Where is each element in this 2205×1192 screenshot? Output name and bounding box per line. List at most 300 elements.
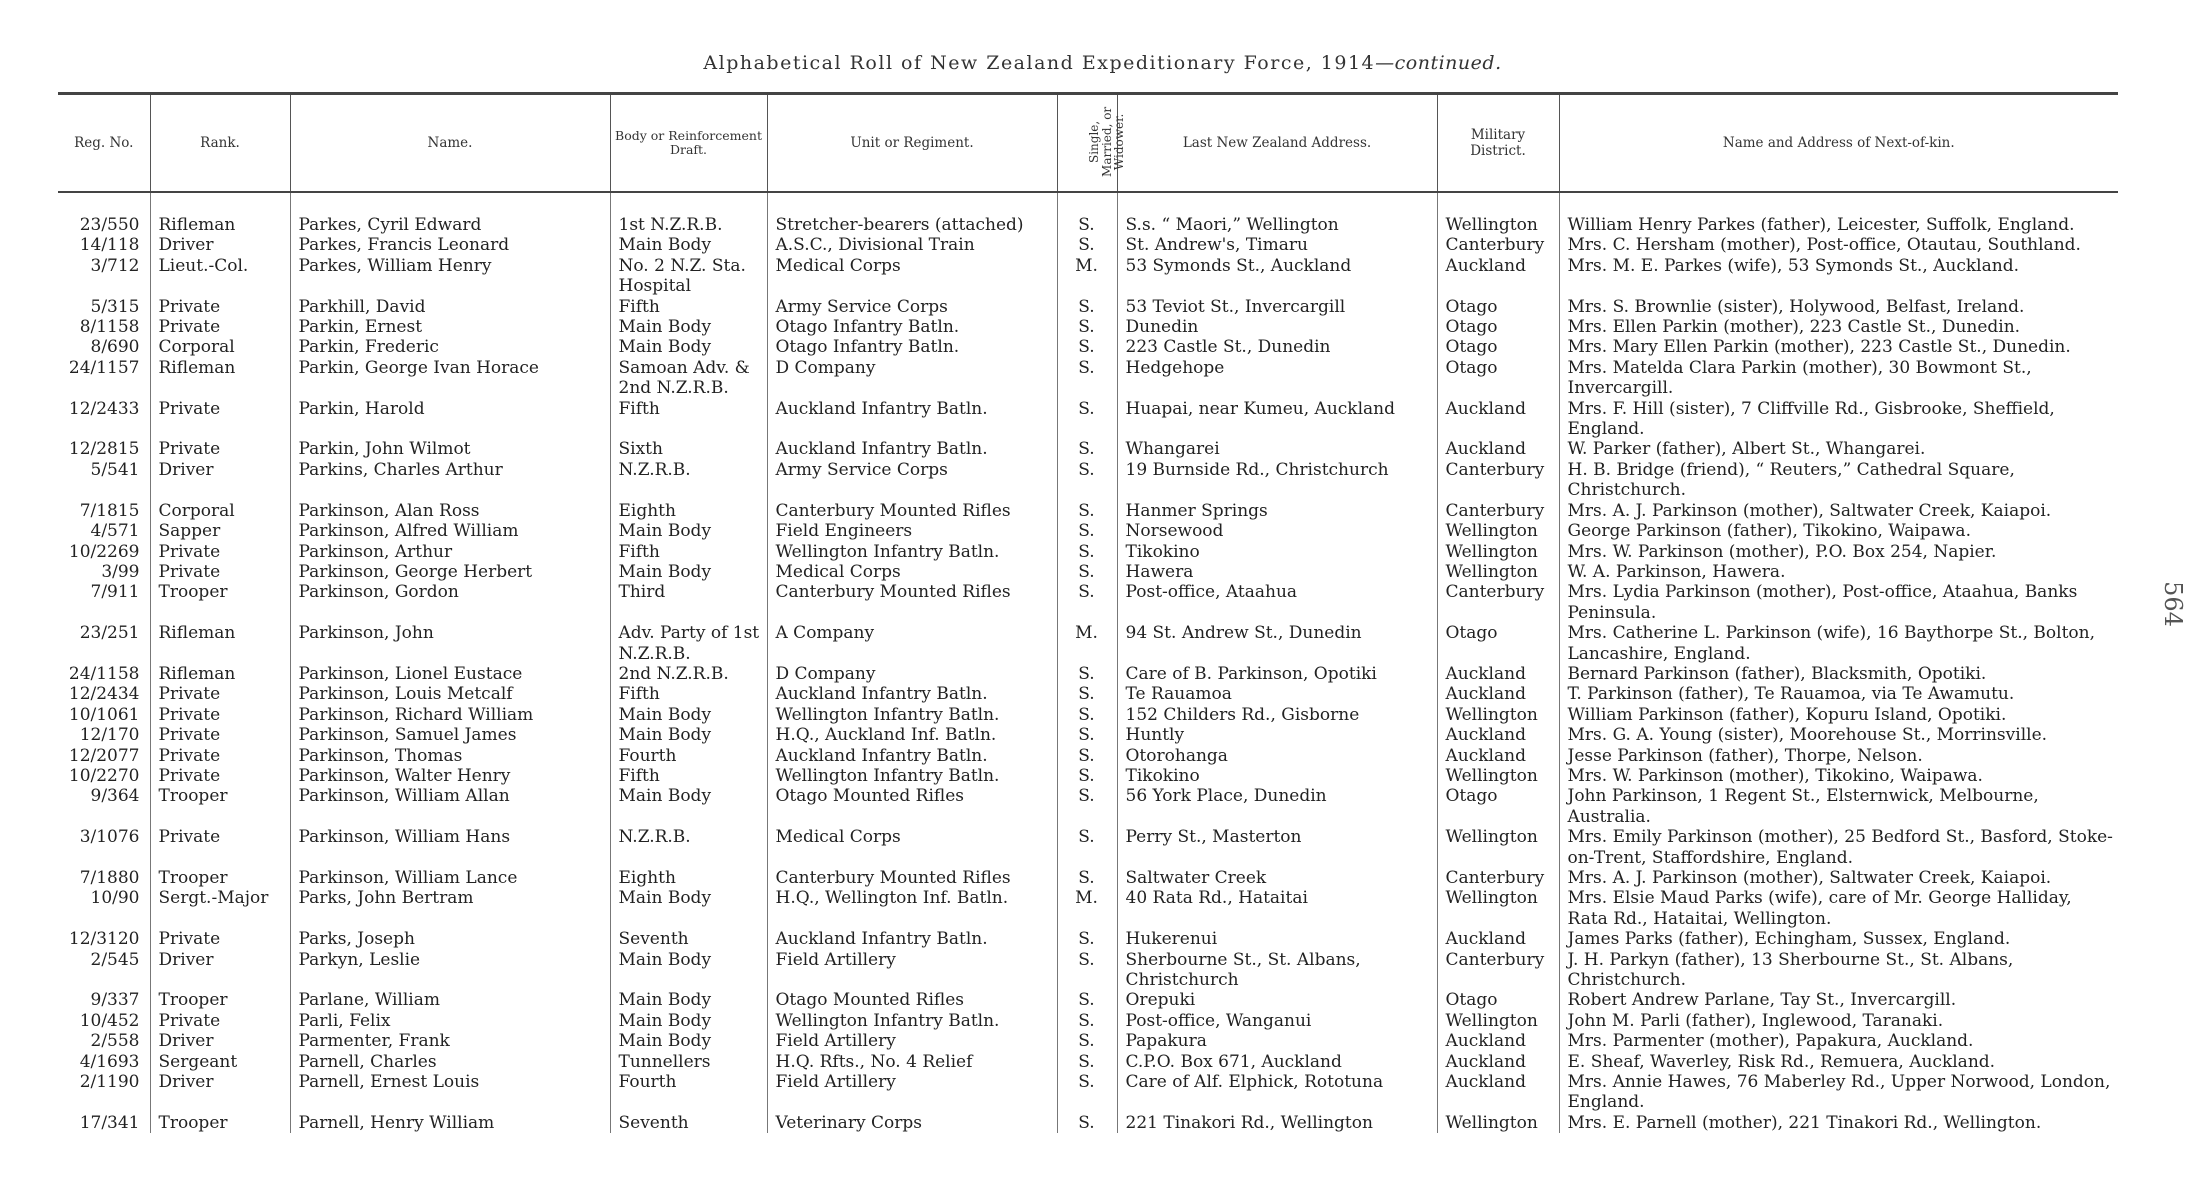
- cell-name: Parnell, Henry William: [290, 1113, 610, 1133]
- cell-name: Parkhill, David: [290, 297, 610, 317]
- cell-district: Auckland: [1437, 399, 1559, 440]
- table-row: [58, 990, 2118, 1010]
- cell-kin: W. A. Parkinson, Hawera.: [1559, 562, 2118, 582]
- cell-marital: S.: [1057, 460, 1117, 501]
- title-main: Alphabetical Roll of New Zealand Expeditionary Force, 1914: [703, 52, 1376, 74]
- cell-unit: Otago Mounted Rifles: [767, 786, 1057, 827]
- cell-marital: S.: [1057, 358, 1117, 399]
- cell-unit: H.Q., Auckland Inf. Batln.: [767, 725, 1057, 745]
- cell-body: Fourth: [610, 746, 767, 766]
- cell-kin: Mrs. F. Hill (sister), 7 Cliffville Rd., Gisbrooke, Sheffield, England.: [1559, 399, 2118, 440]
- cell-reg-no: 8/690: [90, 337, 140, 358]
- cell-kin: Jesse Parkinson (father), Thorpe, Nelson.: [1559, 746, 2118, 766]
- cell-rank: Private: [150, 439, 290, 459]
- cell-name: Parmenter, Frank: [290, 1031, 610, 1051]
- cell-marital: S.: [1057, 868, 1117, 888]
- cell-marital: S.: [1057, 582, 1117, 623]
- cell-kin: Mrs. Annie Hawes, 76 Maberley Rd., Upper Norwood, London, England.: [1559, 1072, 2118, 1113]
- cell-district: Auckland: [1437, 725, 1559, 745]
- table-row: [58, 542, 2118, 562]
- cell-district: Canterbury: [1437, 235, 1559, 255]
- cell-name: Parkes, William Henry: [290, 256, 610, 297]
- cell-address: Tikokino: [1117, 766, 1437, 786]
- roll-body: [58, 192, 2118, 1133]
- cell-reg-no: 9/364: [90, 786, 140, 807]
- cell-kin: Mrs. E. Parnell (mother), 221 Tinakori Rd., Wellington.: [1559, 1113, 2118, 1133]
- table-row: [58, 725, 2118, 745]
- cell-name: Parkes, Cyril Edward: [290, 215, 610, 235]
- cell-rank: Lieut.-Col.: [150, 256, 290, 297]
- cell-reg-no: 23/550: [79, 215, 140, 235]
- cell-marital: S.: [1057, 766, 1117, 786]
- cell-marital: M.: [1057, 888, 1117, 929]
- cell-kin: John Parkinson, 1 Regent St., Elsternwick, Melbourne, Australia.: [1559, 786, 2118, 827]
- cell-name: Parkinson, Thomas: [290, 746, 610, 766]
- cell-marital: S.: [1057, 542, 1117, 562]
- table-row: [58, 235, 2118, 255]
- cell-kin: Mrs. Catherine L. Parkinson (wife), 16 Baythorpe St., Bolton, Lancashire, England.: [1559, 623, 2118, 664]
- cell-district: Wellington: [1437, 827, 1559, 868]
- header-kin: Name and Address of Next-of-kin.: [1559, 94, 2118, 193]
- cell-body: N.Z.R.B.: [610, 827, 767, 868]
- cell-kin: Mrs. Ellen Parkin (mother), 223 Castle St., Dunedin.: [1559, 317, 2118, 337]
- cell-address: Hawera: [1117, 562, 1437, 582]
- cell-district: Canterbury: [1437, 950, 1559, 991]
- cell-kin: J. H. Parkyn (father), 13 Sherbourne St., St. Albans, Christchurch.: [1559, 950, 2118, 991]
- header-marital: [1057, 94, 1126, 193]
- cell-marital: S.: [1057, 317, 1117, 337]
- cell-district: Auckland: [1437, 746, 1559, 766]
- cell-body: Seventh: [610, 929, 767, 949]
- cell-unit: Auckland Infantry Batln.: [767, 399, 1057, 440]
- cell-reg-no: 12/2077: [68, 745, 140, 766]
- cell-name: Parkinson, George Herbert: [290, 562, 610, 582]
- cell-name: Parkinson, Walter Henry: [290, 766, 610, 786]
- header-marital-label: Single, Married, or Widower.: [1086, 107, 1126, 178]
- cell-kin: Bernard Parkinson (father), Blacksmith, Opotiki.: [1559, 664, 2118, 684]
- cell-unit: Auckland Infantry Batln.: [767, 929, 1057, 949]
- cell-rank: Driver: [150, 460, 290, 501]
- cell-address: 53 Teviot St., Invercargill: [1117, 297, 1437, 317]
- table-row: [58, 664, 2118, 684]
- cell-address: Orepuki: [1117, 990, 1437, 1010]
- cell-unit: Wellington Infantry Batln.: [767, 542, 1057, 562]
- header-reg-no: Reg. No.: [58, 94, 150, 193]
- cell-address: Saltwater Creek: [1117, 868, 1437, 888]
- cell-marital: S.: [1057, 990, 1117, 1010]
- cell-district: Otago: [1437, 786, 1559, 827]
- cell-marital: S.: [1057, 684, 1117, 704]
- cell-marital: S.: [1057, 501, 1117, 521]
- cell-rank: Private: [150, 684, 290, 704]
- cell-rank: Trooper: [150, 582, 290, 623]
- table-row: [58, 888, 2118, 929]
- cell-name: Parkinson, Richard William: [290, 705, 610, 725]
- cell-body: Fifth: [610, 766, 767, 786]
- cell-unit: Medical Corps: [767, 827, 1057, 868]
- cell-marital: S.: [1057, 235, 1117, 255]
- cell-unit: Canterbury Mounted Rifles: [767, 868, 1057, 888]
- cell-address: Post-office, Wanganui: [1117, 1011, 1437, 1031]
- cell-reg-no: 7/1815: [79, 500, 140, 521]
- cell-marital: S.: [1057, 1052, 1117, 1072]
- cell-name: Parkinson, John: [290, 623, 610, 664]
- cell-reg-no: 2/545: [90, 949, 140, 970]
- cell-rank: Private: [150, 746, 290, 766]
- cell-rank: Private: [150, 562, 290, 582]
- table-row: [58, 317, 2118, 337]
- cell-unit: Wellington Infantry Batln.: [767, 766, 1057, 786]
- cell-reg-no: 23/251: [79, 623, 140, 644]
- cell-rank: Private: [150, 542, 290, 562]
- cell-address: Hukerenui: [1117, 929, 1437, 949]
- cell-address: Whangarei: [1117, 439, 1437, 459]
- cell-name: Parlane, William: [290, 990, 610, 1010]
- cell-kin: Mrs. Elsie Maud Parks (wife), care of Mr. George Halliday, Rata Rd., Hataitai, Wellington.: [1559, 888, 2118, 929]
- cell-reg-no: 24/1157: [68, 357, 140, 378]
- cell-marital: S.: [1057, 215, 1117, 235]
- cell-marital: S.: [1057, 1072, 1117, 1113]
- cell-unit: Otago Infantry Batln.: [767, 337, 1057, 357]
- cell-body: Fifth: [610, 297, 767, 317]
- cell-body: Main Body: [610, 950, 767, 991]
- cell-rank: Trooper: [150, 786, 290, 827]
- cell-kin: Mrs. S. Brownlie (sister), Holywood, Belfast, Ireland.: [1559, 297, 2118, 317]
- cell-kin: Mrs. C. Hersham (mother), Post-office, Otautau, Southland.: [1559, 235, 2118, 255]
- cell-body: Eighth: [610, 868, 767, 888]
- cell-body: Main Body: [610, 888, 767, 929]
- cell-address: Hedgehope: [1117, 358, 1437, 399]
- cell-district: Auckland: [1437, 1072, 1559, 1113]
- cell-kin: Mrs. Lydia Parkinson (mother), Post-office, Ataahua, Banks Peninsula.: [1559, 582, 2118, 623]
- cell-district: Auckland: [1437, 1031, 1559, 1051]
- cell-reg-no: 12/2433: [68, 398, 140, 419]
- cell-reg-no: 4/1693: [79, 1051, 140, 1072]
- cell-unit: Wellington Infantry Batln.: [767, 705, 1057, 725]
- cell-kin: Mrs. Mary Ellen Parkin (mother), 223 Castle St., Dunedin.: [1559, 337, 2118, 357]
- cell-marital: S.: [1057, 399, 1117, 440]
- cell-reg-no: 7/911: [90, 582, 140, 603]
- cell-name: Parnell, Charles: [290, 1052, 610, 1072]
- cell-rank: Private: [150, 399, 290, 440]
- cell-rank: Private: [150, 297, 290, 317]
- cell-unit: Stretcher-bearers (attached): [767, 215, 1057, 235]
- cell-name: Parnell, Ernest Louis: [290, 1072, 610, 1113]
- table-row: [58, 582, 2118, 623]
- cell-body: Third: [610, 582, 767, 623]
- cell-reg-no: 14/118: [79, 235, 140, 256]
- cell-kin: Mrs. W. Parkinson (mother), P.O. Box 254, Napier.: [1559, 542, 2118, 562]
- table-row: [58, 297, 2118, 317]
- table-row: [58, 501, 2118, 521]
- cell-address: Care of Alf. Elphick, Rototuna: [1117, 1072, 1437, 1113]
- cell-address: Otorohanga: [1117, 746, 1437, 766]
- cell-reg-no: 10/90: [90, 888, 140, 909]
- table-row: [58, 623, 2118, 664]
- cell-kin: Mrs. A. J. Parkinson (mother), Saltwater Creek, Kaiapoi.: [1559, 868, 2118, 888]
- cell-district: Canterbury: [1437, 868, 1559, 888]
- cell-unit: Canterbury Mounted Rifles: [767, 501, 1057, 521]
- cell-address: Huapai, near Kumeu, Auckland: [1117, 399, 1437, 440]
- cell-rank: Private: [150, 929, 290, 949]
- cell-body: N.Z.R.B.: [610, 460, 767, 501]
- cell-body: Main Body: [610, 317, 767, 337]
- spacer-row: [58, 192, 2118, 215]
- cell-unit: Medical Corps: [767, 256, 1057, 297]
- cell-marital: S.: [1057, 439, 1117, 459]
- cell-rank: Corporal: [150, 501, 290, 521]
- cell-unit: Field Artillery: [767, 950, 1057, 991]
- cell-rank: Trooper: [150, 990, 290, 1010]
- cell-unit: A.S.C., Divisional Train: [767, 235, 1057, 255]
- cell-body: No. 2 N.Z. Sta. Hospital: [610, 256, 767, 297]
- cell-kin: W. Parker (father), Albert St., Whangarei.: [1559, 439, 2118, 459]
- cell-body: Main Body: [610, 990, 767, 1010]
- cell-reg-no: 7/1880: [79, 868, 140, 888]
- cell-name: Parkinson, Gordon: [290, 582, 610, 623]
- cell-body: Main Body: [610, 705, 767, 725]
- cell-unit: D Company: [767, 664, 1057, 684]
- cell-reg-no: 10/452: [79, 1010, 140, 1031]
- cell-address: 223 Castle St., Dunedin: [1117, 337, 1437, 357]
- table-row: [58, 1113, 2118, 1133]
- cell-rank: Rifleman: [150, 358, 290, 399]
- header-rank: Rank.: [150, 94, 290, 193]
- cell-district: Auckland: [1437, 439, 1559, 459]
- cell-name: Parkes, Francis Leonard: [290, 235, 610, 255]
- table-row: [58, 684, 2118, 704]
- title-continued: —continued.: [1375, 52, 1502, 74]
- cell-reg-no: 2/1190: [79, 1072, 140, 1093]
- cell-address: 56 York Place, Dunedin: [1117, 786, 1437, 827]
- cell-kin: H. B. Bridge (friend), “ Reuters,” Cathedral Square, Christchurch.: [1559, 460, 2118, 501]
- cell-unit: Field Artillery: [767, 1072, 1057, 1113]
- cell-name: Parkin, George Ivan Horace: [290, 358, 610, 399]
- cell-body: Tunnellers: [610, 1052, 767, 1072]
- cell-name: Parkinson, Alfred William: [290, 521, 610, 541]
- cell-address: 19 Burnside Rd., Christchurch: [1117, 460, 1437, 501]
- table-row: [58, 521, 2118, 541]
- table-row: [58, 705, 2118, 725]
- cell-district: Otago: [1437, 337, 1559, 357]
- cell-body: Main Body: [610, 725, 767, 745]
- cell-rank: Sapper: [150, 521, 290, 541]
- table-row: [58, 1052, 2118, 1072]
- cell-rank: Private: [150, 766, 290, 786]
- cell-marital: S.: [1057, 827, 1117, 868]
- cell-marital: S.: [1057, 705, 1117, 725]
- cell-reg-no: 3/712: [90, 255, 140, 276]
- cell-rank: Private: [150, 827, 290, 868]
- cell-address: Tikokino: [1117, 542, 1437, 562]
- cell-address: S.s. “ Maori,” Wellington: [1117, 215, 1437, 235]
- cell-marital: S.: [1057, 297, 1117, 317]
- cell-district: Wellington: [1437, 215, 1559, 235]
- cell-address: C.P.O. Box 671, Auckland: [1117, 1052, 1437, 1072]
- header-body: Body or Reinforcement Draft.: [610, 94, 767, 193]
- cell-name: Parks, John Bertram: [290, 888, 610, 929]
- cell-address: Te Rauamoa: [1117, 684, 1437, 704]
- cell-kin: Mrs. M. E. Parkes (wife), 53 Symonds St., Auckland.: [1559, 256, 2118, 297]
- cell-body: Main Body: [610, 562, 767, 582]
- cell-name: Parkinson, William Allan: [290, 786, 610, 827]
- cell-rank: Private: [150, 317, 290, 337]
- cell-kin: William Parkinson (father), Kopuru Island, Opotiki.: [1559, 705, 2118, 725]
- cell-district: Wellington: [1437, 562, 1559, 582]
- cell-district: Otago: [1437, 623, 1559, 664]
- cell-kin: John M. Parli (father), Inglewood, Taranaki.: [1559, 1011, 2118, 1031]
- cell-marital: S.: [1057, 1031, 1117, 1051]
- cell-address: Dunedin: [1117, 317, 1437, 337]
- cell-marital: M.: [1057, 256, 1117, 297]
- cell-district: Wellington: [1437, 766, 1559, 786]
- header-row: [58, 94, 2118, 193]
- table-row: [58, 827, 2118, 868]
- cell-district: Canterbury: [1437, 501, 1559, 521]
- table-row: [58, 439, 2118, 459]
- cell-reg-no: 12/3120: [68, 929, 140, 950]
- cell-reg-no: 4/571: [90, 521, 140, 542]
- cell-rank: Rifleman: [150, 623, 290, 664]
- cell-body: Sixth: [610, 439, 767, 459]
- cell-marital: S.: [1057, 786, 1117, 827]
- cell-rank: Driver: [150, 1072, 290, 1113]
- cell-rank: Trooper: [150, 868, 290, 888]
- cell-address: 221 Tinakori Rd., Wellington: [1117, 1113, 1437, 1133]
- cell-body: Main Body: [610, 786, 767, 827]
- cell-unit: Otago Mounted Rifles: [767, 990, 1057, 1010]
- cell-district: Wellington: [1437, 888, 1559, 929]
- cell-body: Main Body: [610, 235, 767, 255]
- cell-kin: Mrs. A. J. Parkinson (mother), Saltwater Creek, Kaiapoi.: [1559, 501, 2118, 521]
- cell-marital: S.: [1057, 337, 1117, 357]
- cell-address: 40 Rata Rd., Hataitai: [1117, 888, 1437, 929]
- cell-address: Hanmer Springs: [1117, 501, 1437, 521]
- cell-district: Wellington: [1437, 542, 1559, 562]
- cell-marital: M.: [1057, 623, 1117, 664]
- cell-address: 94 St. Andrew St., Dunedin: [1117, 623, 1437, 664]
- cell-body: Fourth: [610, 1072, 767, 1113]
- cell-district: Auckland: [1437, 664, 1559, 684]
- cell-name: Parks, Joseph: [290, 929, 610, 949]
- cell-reg-no: 3/1076: [79, 827, 140, 848]
- cell-marital: S.: [1057, 1113, 1117, 1133]
- cell-rank: Rifleman: [150, 215, 290, 235]
- page-number: 564: [2158, 581, 2187, 627]
- cell-body: Fifth: [610, 684, 767, 704]
- cell-name: Parkyn, Leslie: [290, 950, 610, 991]
- cell-rank: Driver: [150, 950, 290, 991]
- cell-name: Parkins, Charles Arthur: [290, 460, 610, 501]
- cell-address: Sherbourne St., St. Albans, Christchurch: [1117, 950, 1437, 991]
- cell-marital: S.: [1057, 929, 1117, 949]
- cell-reg-no: 10/2270: [68, 765, 140, 786]
- cell-name: Parkinson, Louis Metcalf: [290, 684, 610, 704]
- cell-district: Otago: [1437, 990, 1559, 1010]
- cell-reg-no: 3/99: [101, 561, 140, 582]
- cell-district: Wellington: [1437, 1011, 1559, 1031]
- cell-name: Parkin, John Wilmot: [290, 439, 610, 459]
- cell-reg-no: 5/315: [90, 296, 140, 317]
- roll-table: [58, 92, 2118, 1133]
- cell-address: 53 Symonds St., Auckland: [1117, 256, 1437, 297]
- cell-name: Parkinson, Arthur: [290, 542, 610, 562]
- cell-kin: Mrs. Matelda Clara Parkin (mother), 30 Bowmont St., Invercargill.: [1559, 358, 2118, 399]
- cell-address: Perry St., Masterton: [1117, 827, 1437, 868]
- cell-body: Main Body: [610, 521, 767, 541]
- cell-unit: D Company: [767, 358, 1057, 399]
- cell-reg-no: 17/341: [79, 1112, 140, 1133]
- header-district: Military District.: [1437, 94, 1559, 193]
- cell-unit: Field Engineers: [767, 521, 1057, 541]
- cell-unit: Field Artillery: [767, 1031, 1057, 1051]
- cell-district: Auckland: [1437, 256, 1559, 297]
- cell-body: 2nd N.Z.R.B.: [610, 664, 767, 684]
- cell-marital: S.: [1057, 664, 1117, 684]
- cell-unit: Veterinary Corps: [767, 1113, 1057, 1133]
- cell-address: Norsewood: [1117, 521, 1437, 541]
- cell-kin: Robert Andrew Parlane, Tay St., Invercargill.: [1559, 990, 2118, 1010]
- cell-reg-no: 24/1158: [68, 663, 140, 684]
- cell-marital: S.: [1057, 1011, 1117, 1031]
- cell-name: Parkinson, William Hans: [290, 827, 610, 868]
- cell-body: Main Body: [610, 1031, 767, 1051]
- cell-body: Eighth: [610, 501, 767, 521]
- table-row: [58, 256, 2118, 297]
- cell-body: Adv. Party of 1st N.Z.R.B.: [610, 623, 767, 664]
- cell-reg-no: 9/337: [90, 990, 140, 1011]
- cell-reg-no: 12/2815: [68, 439, 140, 460]
- cell-district: Otago: [1437, 358, 1559, 399]
- table-row: [58, 337, 2118, 357]
- cell-body: Fifth: [610, 399, 767, 440]
- cell-rank: Driver: [150, 1031, 290, 1051]
- cell-address: Papakura: [1117, 1031, 1437, 1051]
- cell-name: Parkin, Ernest: [290, 317, 610, 337]
- cell-district: Auckland: [1437, 929, 1559, 949]
- cell-address: St. Andrew's, Timaru: [1117, 235, 1437, 255]
- cell-rank: Private: [150, 725, 290, 745]
- cell-name: Parkinson, Lionel Eustace: [290, 664, 610, 684]
- cell-unit: Army Service Corps: [767, 297, 1057, 317]
- cell-unit: Army Service Corps: [767, 460, 1057, 501]
- cell-body: Main Body: [610, 337, 767, 357]
- cell-rank: Sergeant: [150, 1052, 290, 1072]
- cell-district: Otago: [1437, 317, 1559, 337]
- cell-marital: S.: [1057, 950, 1117, 991]
- cell-district: Wellington: [1437, 705, 1559, 725]
- cell-district: Wellington: [1437, 1113, 1559, 1133]
- cell-rank: Sergt.-Major: [150, 888, 290, 929]
- cell-kin: James Parks (father), Echingham, Sussex, England.: [1559, 929, 2118, 949]
- cell-kin: Mrs. W. Parkinson (mother), Tikokino, Waipawa.: [1559, 766, 2118, 786]
- cell-unit: Otago Infantry Batln.: [767, 317, 1057, 337]
- cell-name: Parkinson, Alan Ross: [290, 501, 610, 521]
- table-row: [58, 562, 2118, 582]
- table-row: [58, 358, 2118, 399]
- cell-marital: S.: [1057, 725, 1117, 745]
- page-title: [0, 52, 2205, 74]
- table-row: [58, 215, 2118, 235]
- table-row: [58, 929, 2118, 949]
- cell-unit: Auckland Infantry Batln.: [767, 746, 1057, 766]
- cell-reg-no: 8/1158: [79, 317, 140, 338]
- cell-kin: Mrs. Parmenter (mother), Papakura, Auckland.: [1559, 1031, 2118, 1051]
- cell-address: Huntly: [1117, 725, 1437, 745]
- header-name: Name.: [290, 94, 610, 193]
- cell-kin: Mrs. G. A. Young (sister), Moorehouse St., Morrinsville.: [1559, 725, 2118, 745]
- table-row: [58, 460, 2118, 501]
